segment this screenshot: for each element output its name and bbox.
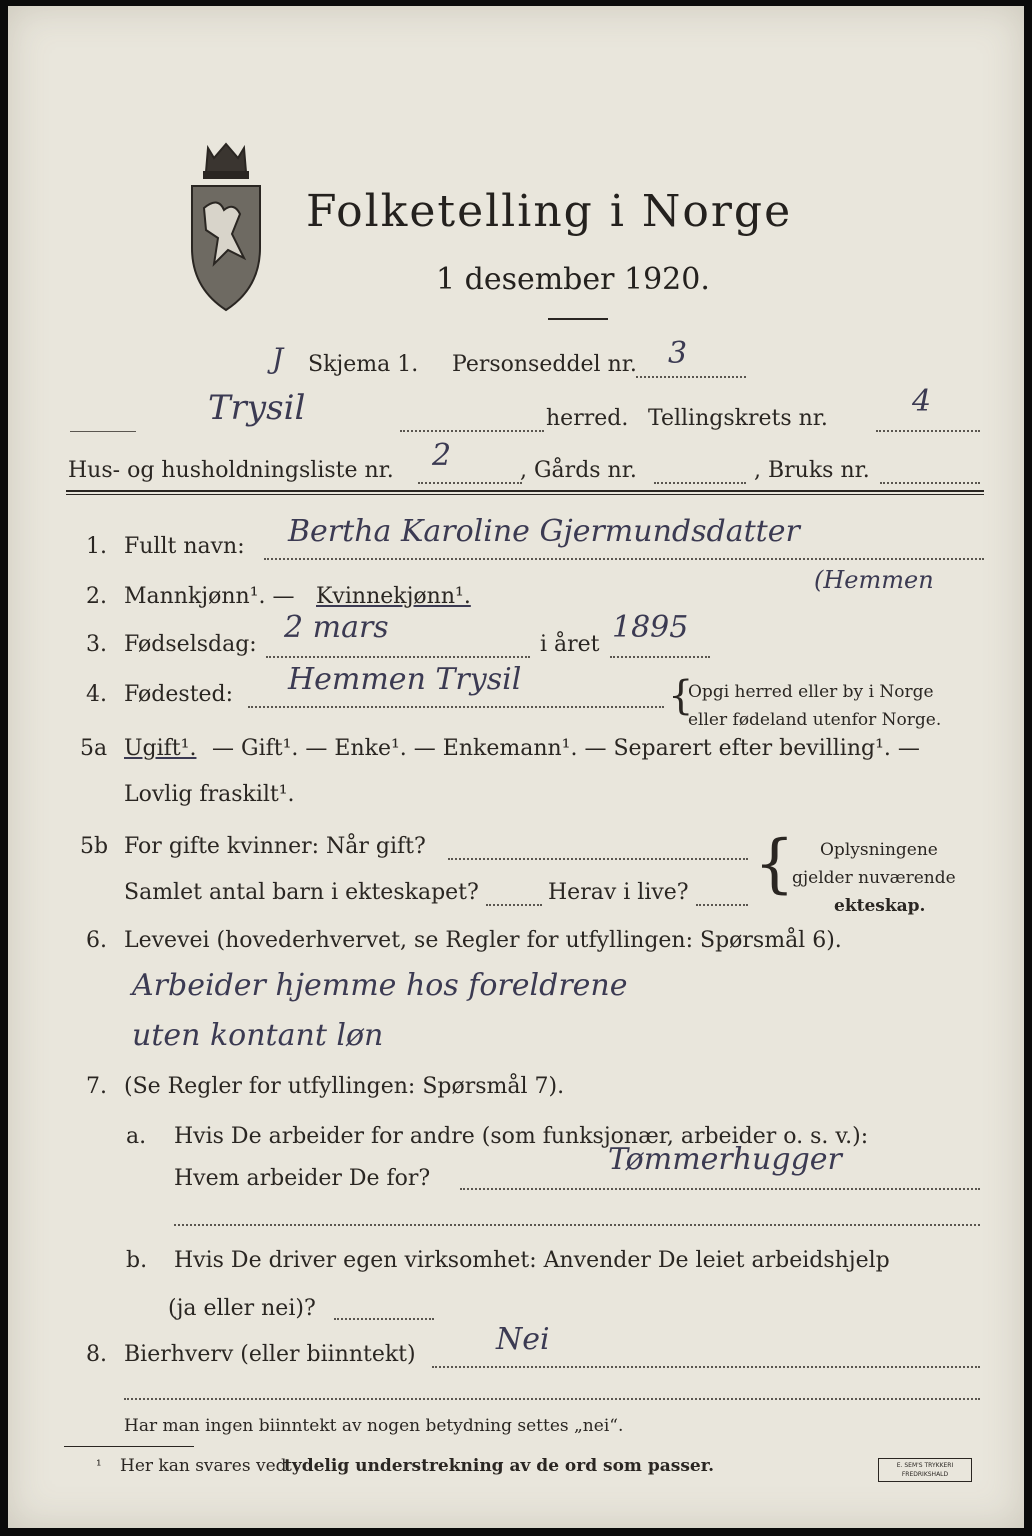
q7a-question: Hvis De arbeider for andre (som funksjonær, arbeider o. s. v.): xyxy=(174,1124,869,1149)
coat-of-arms-icon xyxy=(184,138,268,318)
q6-occupation-line2: uten kontant løn xyxy=(132,1018,384,1053)
q5b-children-line xyxy=(486,904,542,906)
q4-brace: { xyxy=(668,673,694,719)
q5b-married-label: For gifte kvinner: Når gift? xyxy=(124,834,426,859)
q7b-question: Hvis De driver egen virksomhet: Anvender De leiet arbeidshjelp xyxy=(174,1248,890,1273)
census-form xyxy=(8,6,1024,1528)
q7a-letter: a. xyxy=(126,1124,147,1149)
q2-male-option: Mannkjønn¹. — xyxy=(124,584,295,609)
tellingskrets-line xyxy=(876,430,980,432)
q6-occupation-line1: Arbeider hjemme hos foreldrene xyxy=(132,968,628,1003)
q7a-extra-line xyxy=(174,1224,980,1226)
hus-line xyxy=(418,482,522,484)
q3-year-value: 1895 xyxy=(612,610,689,645)
printer-stamp-line1: E. SEM'S TRYKKERI xyxy=(896,1462,954,1469)
header-rule-1 xyxy=(66,490,984,492)
herred-lead-line xyxy=(70,431,136,432)
q3-line xyxy=(266,656,530,658)
personseddel-value: 3 xyxy=(668,336,688,371)
q3-year-line xyxy=(610,656,710,658)
printer-stamp-line2: FREDRIKSHALD xyxy=(901,1471,949,1478)
q3-birthday-value: 2 mars xyxy=(284,610,389,645)
q1-name-continuation: (Hemmen xyxy=(814,566,934,594)
q3-year-label: i året xyxy=(540,632,600,657)
q8-value: Nei xyxy=(496,1322,550,1357)
form-date: 1 desember 1920. xyxy=(436,262,710,297)
personseddel-line xyxy=(636,376,746,378)
q7a-employer-label: Hvem arbeider De for? xyxy=(174,1166,431,1191)
q2-number: 2. xyxy=(86,584,107,609)
herred-value: Trysil xyxy=(208,388,306,428)
q5a-ugift-option: Ugift¹. xyxy=(124,736,197,761)
q4-label: Fødested: xyxy=(124,682,234,707)
footnote-mark: ¹ xyxy=(96,1458,102,1474)
q7-number: 7. xyxy=(86,1074,107,1099)
q8-label: Bierhverv (eller biinntekt) xyxy=(124,1342,416,1367)
q6-number: 6. xyxy=(86,928,107,953)
title-divider xyxy=(548,318,608,320)
gards-label: , Gårds nr. xyxy=(520,458,637,483)
tellingskrets-value: 4 xyxy=(912,384,932,419)
personseddel-label: Personseddel nr. xyxy=(452,352,637,377)
q1-label: Fullt navn: xyxy=(124,534,245,559)
q1-line xyxy=(264,558,984,560)
q5b-note-line3: ekteskap. xyxy=(834,896,926,916)
q1-number: 1. xyxy=(86,534,107,559)
q5b-brace: { xyxy=(754,827,795,901)
q5b-alive-label: Herav i live? xyxy=(548,880,689,905)
q7a-employer-line xyxy=(460,1188,980,1190)
q5b-children-label: Samlet antal barn i ekteskapet? xyxy=(124,880,479,905)
q8-number: 8. xyxy=(86,1342,107,1367)
q5b-alive-line xyxy=(696,904,748,906)
q4-birthplace-value: Hemmen Trysil xyxy=(288,662,522,697)
q2-female-option: Kvinnekjønn¹. xyxy=(316,584,471,609)
q7a-employer-value: Tømmerhugger xyxy=(608,1142,842,1177)
q7b-letter: b. xyxy=(126,1248,148,1273)
q4-line xyxy=(248,706,664,708)
gards-line xyxy=(654,482,746,484)
bruks-label: , Bruks nr. xyxy=(754,458,870,483)
hus-value: 2 xyxy=(432,438,452,473)
skjema-label: Skjema 1. xyxy=(308,352,419,377)
q5a-other-options: — Gift¹. — Enke¹. — Enkemann¹. — Separert efter bevilling¹. — xyxy=(212,736,920,761)
handwritten-mark: J xyxy=(272,342,284,375)
q5a-fraskilt-option: Lovlig fraskilt¹. xyxy=(124,782,295,807)
q5b-married-line xyxy=(448,858,748,860)
q4-number: 4. xyxy=(86,682,107,707)
q7-label: (Se Regler for utfyllingen: Spørsmål 7). xyxy=(124,1074,565,1099)
q7b-answer-line xyxy=(334,1318,434,1320)
q6-label: Levevei (hovederhvervet, se Regler for utfyllingen: Spørsmål 6). xyxy=(124,928,842,953)
footnote-divider xyxy=(64,1446,194,1447)
bruks-line xyxy=(880,482,980,484)
q8-line xyxy=(432,1366,980,1368)
printer-stamp xyxy=(878,1458,972,1482)
footer-note: Har man ingen biinntekt av nogen betydning settes „nei“. xyxy=(124,1416,624,1436)
q5a-number: 5a xyxy=(80,736,108,761)
q8-extra-line xyxy=(124,1398,980,1400)
herred-label: herred. xyxy=(546,406,629,431)
q3-number: 3. xyxy=(86,632,107,657)
herred-line xyxy=(400,430,544,432)
q3-label: Fødselsdag: xyxy=(124,632,257,657)
q5b-number: 5b xyxy=(80,834,109,859)
footnote-text-b: tydelig understrekning av de ord som passer. xyxy=(284,1456,715,1476)
tellingskrets-label: Tellingskrets nr. xyxy=(648,406,828,431)
q5b-note-line1: Oplysningene xyxy=(820,840,938,860)
hus-label: Hus- og husholdningsliste nr. xyxy=(68,458,394,483)
q4-note-line1: Opgi herred eller by i Norge xyxy=(688,682,934,702)
q7b-answer-label: (ja eller nei)? xyxy=(168,1296,316,1321)
header-rule-2 xyxy=(66,494,984,495)
q4-note-line2: eller fødeland utenfor Norge. xyxy=(688,710,942,730)
form-title: Folketelling i Norge xyxy=(306,186,793,237)
q5b-note-line2: gjelder nuværende xyxy=(792,868,956,888)
footnote-text-a: Her kan svares ved xyxy=(120,1456,287,1476)
q1-name-value: Bertha Karoline Gjermundsdatter xyxy=(288,514,800,549)
